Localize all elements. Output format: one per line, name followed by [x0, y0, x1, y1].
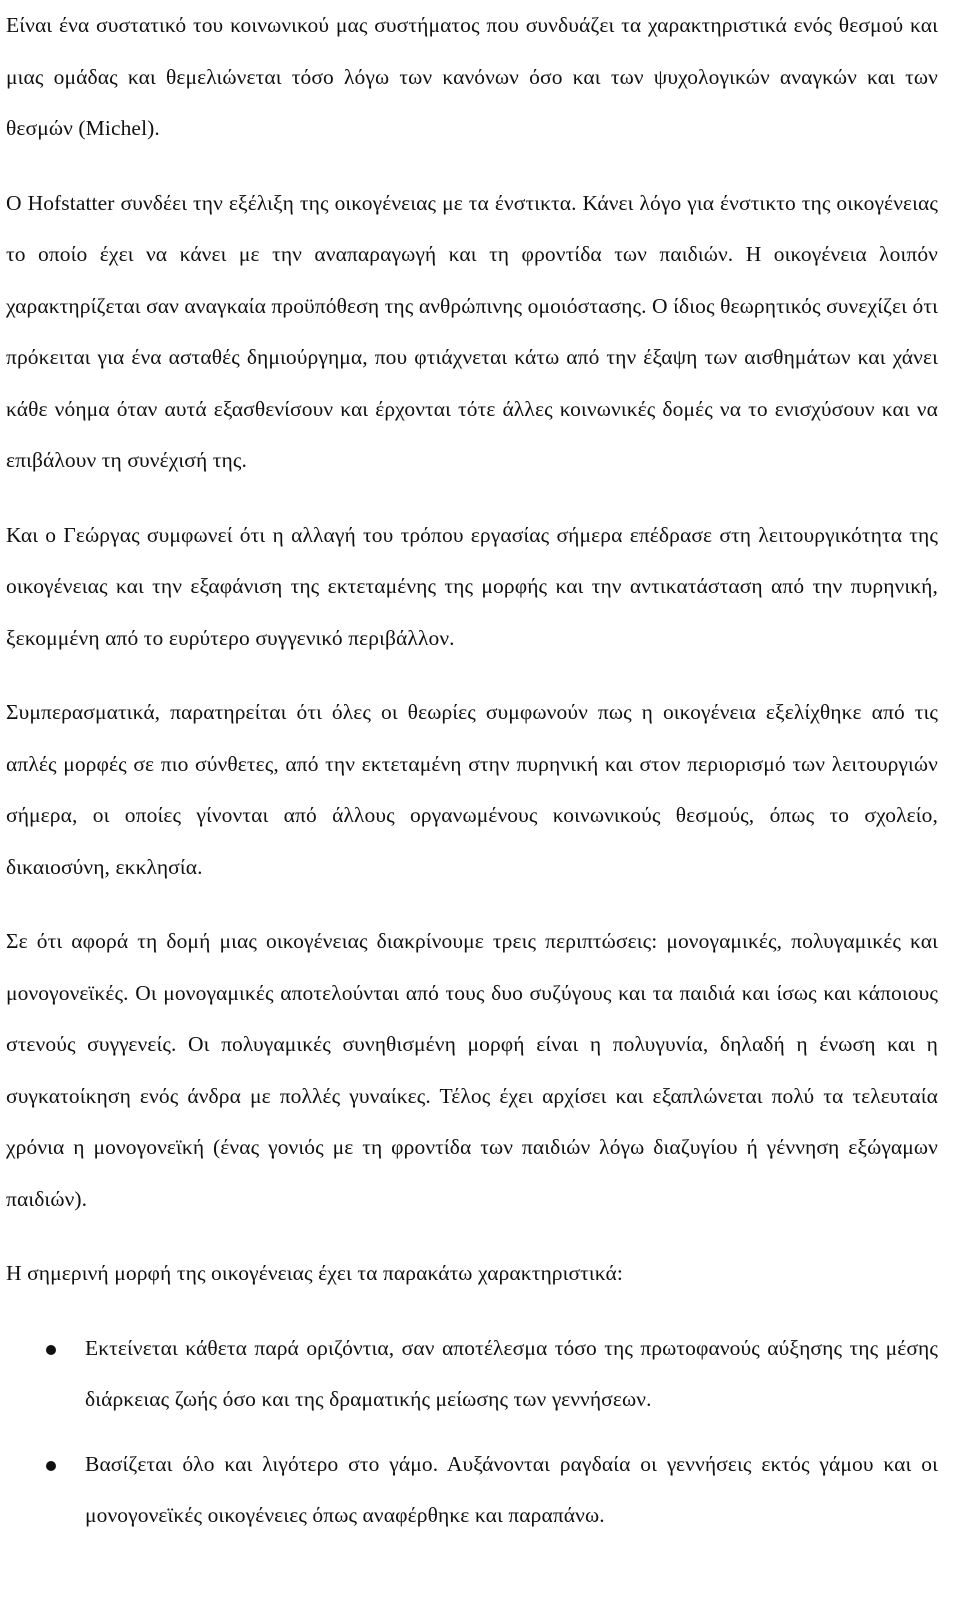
paragraph-hofstatter: Ο Hofstatter συνδέει την εξέλιξη της οικογένειας με τα ένστικτα. Κάνει λόγο για ένστικτο της οικογένειας το οποίο έχει να κάνει με την αναπαραγωγή και τη φροντίδα των παιδιών. Η οικογένεια λοιπόν χαρακτηρίζεται σαν αναγκαία προϋπόθεση της ανθρώπινης ομοιόστασης. Ο ίδιος θεωρητικός συνεχίζει ότι πρόκειται για ένα ασταθές δημιούργημα, που φτιάχνεται κάτω από την έξαψη των αισθημάτων και χάνει κάθε νόημα όταν αυτά εξασθενίσουν και έρχονται τότε άλλες κοινωνικές δομές να το ενισχύσουν και να επιβάλουν τη συνέχισή της. [6, 190, 938, 472]
paragraph-spacer [6, 1225, 938, 1248]
paragraph-characteristics-intro: Η σημερινή μορφή της οικογένειας έχει τα παρακάτω χαρακτηριστικά: [6, 1261, 623, 1285]
bullet-icon [46, 1345, 56, 1355]
paragraph-spacer [6, 487, 938, 510]
list-item-text: Βασίζεται όλο και λιγότερο στο γάμο. Αυξάνονται ραγδαία οι γεννήσεις εκτός γάμου και οι μονογονεϊκές οικογένειες όπως αναφέρθηκε και παραπάνω. [85, 1451, 938, 1527]
list-item [6, 1439, 938, 1542]
paragraph-georgas: Και ο Γεώργας συμφωνεί ότι η αλλαγή του τρόπου εργασίας σήμερα επέδρασε στη λειτουργικότητα της οικογένειας και την εξαφάνιση της εκτεταμένης της μορφής και την αντικατάσταση από την πυρηνική, ξεκομμένη από το ευρύτερο συγγενικό περιβάλλον. [6, 522, 938, 650]
paragraph-definition: Είναι ένα συστατικό του κοινωνικού μας συστήματος που συνδυάζει τα χαρακτηριστικά ενός θεσμού και μιας ομάδας και θεμελιώνεται τόσο λόγω των κανόνων όσο και των ψυχολογικών αναγκών και των θεσμών (Michel). [6, 13, 938, 140]
list-spacer [6, 1426, 938, 1439]
paragraph-family-structure: Σε ότι αφορά τη δομή μιας οικογένειας διακρίνουμε τρεις περιπτώσεις: μονογαμικές, πολυγαμικές και μονογονεϊκές. Οι μονογαμικές αποτελούνται από τους δυο συζύγους και τα παιδιά και ίσως και κάποιους στενούς συγγενείς. Οι πολυγαμικές συνηθισμένη μορφή είναι η πολυγυνία, δηλαδή η ένωση και η συγκατοίκηση ενός άνδρα με πολλές γυναίκες. Τέλος έχει αρχίσει και εξαπλώνεται πολύ τα τελευταία χρόνια η μονογονεϊκή (ένας γονιός με τη φροντίδα των παιδιών λόγω διαζυγίου ή γέννηση εξώγαμων παιδιών). [6, 929, 938, 1211]
paragraph-spacer [6, 893, 938, 916]
paragraph-spacer [6, 155, 938, 178]
list-item [6, 1323, 938, 1426]
characteristics-list [6, 1323, 938, 1542]
paragraph-spacer [6, 664, 938, 687]
list-item-text: Εκτείνεται κάθετα παρά οριζόντια, σαν αποτέλεσμα τόσο της πρωτοφανούς αύξησης της μέσης διάρκειας ζωής όσο και της δραματικής μείωσης των γεννήσεων. [85, 1335, 938, 1411]
paragraph-spacer [6, 1300, 938, 1323]
bullet-icon [46, 1461, 56, 1471]
paragraph-conclusion: Συμπερασματικά, παρατηρείται ότι όλες οι θεωρίες συμφωνούν πως η οικογένεια εξελίχθηκε από τις απλές μορφές σε πιο σύνθετες, από την εκτεταμένη στην πυρηνική και στον περιορισμό των λειτουργιών σήμερα, οι οποίες γίνονται από άλλους οργανωμένους κοινωνικούς θεσμούς, όπως το σχολείο, δικαιοσύνη, εκκλησία. [6, 700, 938, 879]
document-page [6, 0, 938, 1542]
